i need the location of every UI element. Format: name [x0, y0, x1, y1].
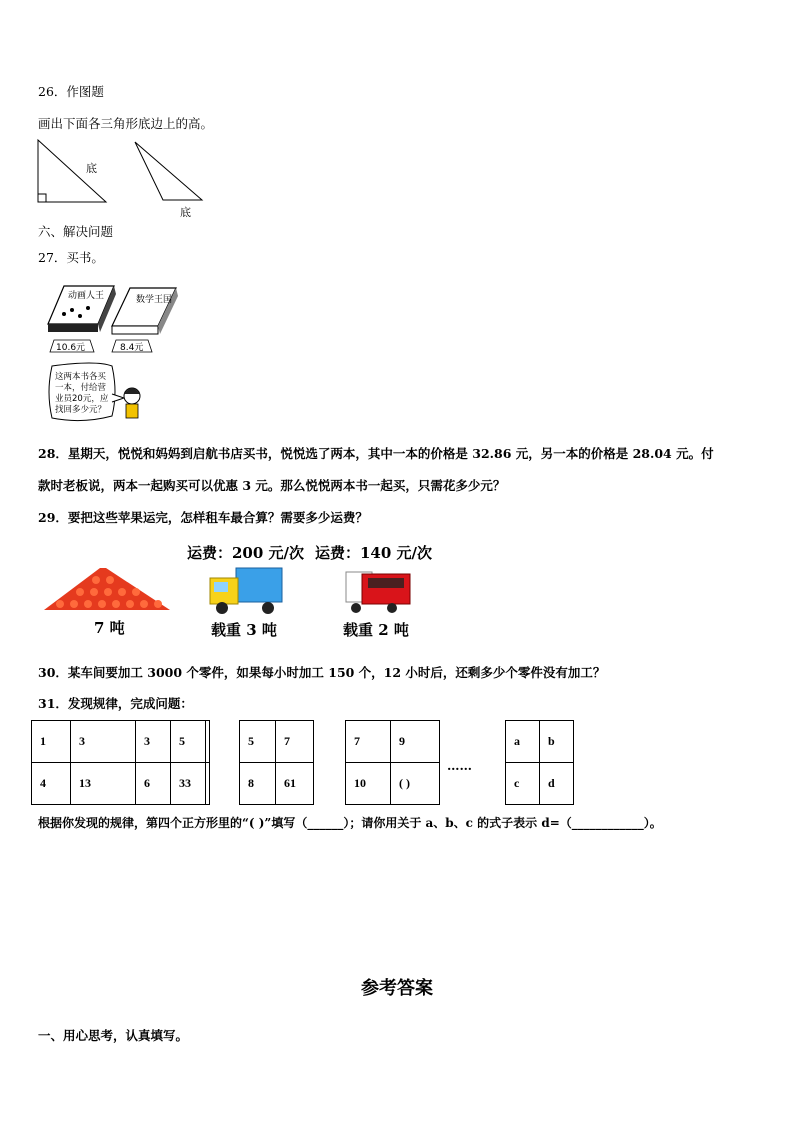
- q29-title: 29．要把这些苹果运完，怎样租车最合算？需要多少运费？: [38, 510, 368, 525]
- apple-pile-image: [44, 568, 170, 610]
- price-tags: [50, 340, 152, 353]
- book2-title: 数学王国: [136, 295, 173, 305]
- truck1-capacity-label: 载重 3 吨: [211, 621, 277, 639]
- square4-cell-bl: 10: [346, 763, 391, 805]
- tri2-base-label: 底: [180, 206, 191, 219]
- square4-cell-tl: 7: [346, 721, 391, 763]
- q28-line1: 28．星期天，悦悦和妈妈到启航书店买书，悦悦选了两本，其中一本的价格是 32.86 元，另一本的价格是 28.04 元。付: [38, 446, 714, 461]
- square5-cell-br: d: [540, 763, 574, 805]
- square3-cell-bl: 8: [240, 763, 276, 805]
- q31-question: 根据你发现的规律，第四个正方形里的“( )”填写（______）；请你用关于 a、b、c 的式子表示 d=（____________）。: [38, 816, 662, 830]
- square5-cell-tr: b: [540, 721, 574, 763]
- child-figure: [124, 388, 140, 418]
- square4-cell-br: ( ): [391, 763, 440, 805]
- q28-line2: 款时老板说，两本一起购买可以优惠 3 元。那么悦悦两本书一起买，只需花多少元？: [38, 478, 506, 493]
- pattern-ellipsis: ……: [447, 758, 472, 773]
- obtuse-triangle: [135, 142, 202, 200]
- square2-cell-br: 33: [171, 763, 206, 805]
- answers-section1-title: 一、用心思考，认真填写。: [38, 1028, 189, 1043]
- truck2-capacity-label: 载重 2 吨: [343, 621, 409, 639]
- square1-cell-tr: 3: [71, 721, 210, 763]
- q26-triangles: [30, 134, 220, 224]
- square3-cell-tl: 5: [240, 721, 276, 763]
- square3-cell-tr: 7: [276, 721, 314, 763]
- apples-weight-label: 7 吨: [94, 619, 125, 637]
- q31-title: 31．发现规律，完成问题：: [38, 696, 193, 711]
- q29-fee1: 运费：200 元/次: [187, 544, 305, 562]
- pattern-square-3: [239, 720, 314, 805]
- pattern-square-5: [505, 720, 574, 805]
- answers-heading: 参考答案: [361, 978, 433, 999]
- pattern-square-4: [345, 720, 440, 805]
- q30-text: 30．某车间要加工 3000 个零件，如果每小时加工 150 个，12 小时后，还剩多少个零件没有加工？: [38, 665, 606, 680]
- square1-cell-bl: 4: [32, 763, 71, 805]
- square3-cell-br: 61: [276, 763, 314, 805]
- q29-fee2: 运费：140 元/次: [315, 544, 433, 562]
- square2-cell-tr: 5: [171, 721, 206, 763]
- square1-cell-tl: 1: [32, 721, 71, 763]
- book1-title: 动画人王: [68, 291, 105, 301]
- pattern-square-2: [135, 720, 206, 805]
- q27-books-illustration: [44, 280, 184, 360]
- book1-price: 10.6元: [56, 343, 86, 353]
- truck-2t-image: [346, 572, 410, 613]
- q26-instruction: 画出下面各三角形底边上的高。: [38, 116, 214, 131]
- book1-image: [48, 286, 116, 332]
- square2-cell-tl: 3: [136, 721, 171, 763]
- q29-illustration: [40, 562, 420, 618]
- book2-price: 8.4元: [120, 343, 144, 353]
- book2-image: [112, 288, 178, 334]
- square4-cell-tr: 9: [391, 721, 440, 763]
- square5-cell-tl: a: [506, 721, 540, 763]
- section6-title: 六、解决问题: [38, 224, 114, 239]
- square1-cell-br: 13: [71, 763, 210, 805]
- tri1-base-label: 底: [86, 162, 97, 175]
- q27-title: 27．买书。: [38, 250, 104, 265]
- square2-cell-bl: 6: [136, 763, 171, 805]
- q26-title: 26．作图题: [38, 84, 104, 99]
- square5-cell-bl: c: [506, 763, 540, 805]
- truck-3t-image: [210, 568, 282, 614]
- q27-speech-text: 这两本书各买 一本，付给营 业员20元，应 找回多少元？: [55, 372, 109, 415]
